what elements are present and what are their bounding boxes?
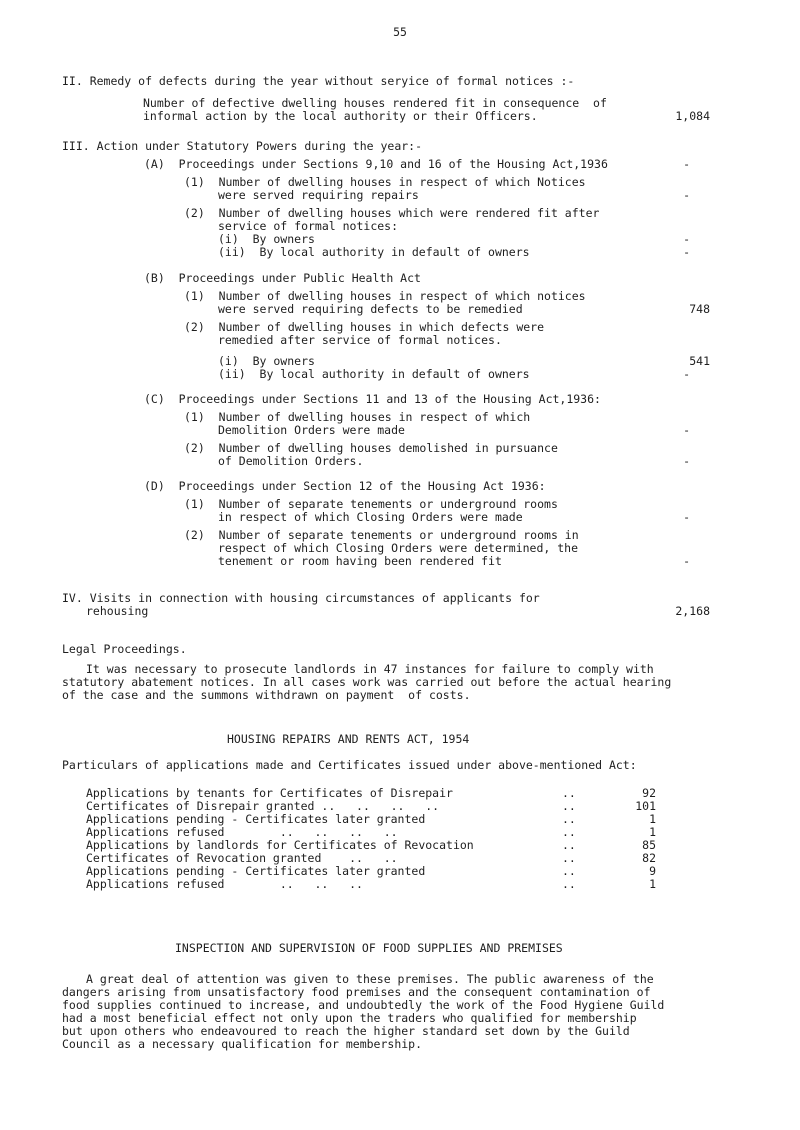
section-iii-b-item2-ii: (ii) By local authority in default of owners: [218, 367, 530, 381]
section-iii-c-item1-line2: Demolition Orders were made: [218, 423, 405, 437]
food-line: food supplies continued to increase, and undoubtedly the work of the Food Hygiene Guild: [62, 998, 665, 1012]
rents-row-leader: ..: [562, 877, 576, 891]
section-iii-d-item2-line1: (2) Number of separate tenements or underground rooms in: [184, 528, 579, 542]
rents-row-leader: ..: [562, 812, 576, 826]
rents-row-label: Applications pending - Certificates later granted: [86, 864, 426, 878]
rents-row-label: Certificates of Disrepair granted .. .. .. ..: [86, 799, 440, 813]
section-iii-a-heading: (A) Proceedings under Sections 9,10 and 16 of the Housing Act,1936: [144, 157, 608, 171]
rents-row-label: Certificates of Revocation granted .. ..: [86, 851, 398, 865]
section-iii-a-heading-value: -: [683, 157, 690, 171]
section-iii-a-item1-line1: (1) Number of dwelling houses in respect of which Notices: [184, 175, 586, 189]
rents-row-label: Applications by landlords for Certificates of Revocation: [86, 838, 474, 852]
section-iii-b-item2-i-value: 541: [689, 354, 710, 368]
section-iii-c-item1-value: -: [683, 423, 690, 437]
section-iii-c-item2-line2: of Demolition Orders.: [218, 454, 364, 468]
food-heading: INSPECTION AND SUPERVISION OF FOOD SUPPLIES AND PREMISES: [175, 941, 563, 955]
section-iii-d-item2-line3: tenement or room having been rendered fit: [218, 554, 502, 568]
section-iii-a-item2-i: (i) By owners: [218, 232, 315, 246]
rents-row-label: Applications pending - Certificates later granted: [86, 812, 426, 826]
legal-heading: Legal Proceedings.: [62, 642, 187, 656]
section-iv-line2: rehousing: [86, 604, 149, 618]
section-iii-c-heading: (C) Proceedings under Sections 11 and 13 of the Housing Act,1936:: [144, 392, 601, 406]
section-iii-b-item2-line1: (2) Number of dwelling houses in which defects were: [184, 320, 545, 334]
rents-row-value: 9: [649, 864, 656, 878]
rents-row-label: Applications refused .. .. ..: [86, 877, 363, 891]
food-line: but upon others who endeavoured to reach the higher standard set down by the Guild: [62, 1024, 630, 1038]
food-line: A great deal of attention was given to these premises. The public awareness of the: [86, 972, 654, 986]
section-iii-a-item2-ii: (ii) By local authority in default of owners: [218, 245, 530, 259]
rents-row-value: 82: [642, 851, 656, 865]
section-ii-value: 1,084: [675, 109, 710, 123]
section-iii-a-item1-line2: were served requiring repairs: [218, 188, 419, 202]
rents-row-leader: ..: [562, 786, 576, 800]
section-iii-b-heading: (B) Proceedings under Public Health Act: [144, 271, 421, 285]
section-iii-d-item2-value: -: [683, 554, 690, 568]
rents-row-leader: ..: [562, 851, 576, 865]
rents-row-value: 92: [642, 786, 656, 800]
section-iii-c-item2-value: -: [683, 454, 690, 468]
section-iii-b-item1-line1: (1) Number of dwelling houses in respect of which notices: [184, 289, 586, 303]
legal-para-line2: statutory abatement notices. In all cases work was carried out before the actual hearing: [62, 675, 672, 689]
section-iii-b-item1-value: 748: [689, 302, 710, 316]
section-iv-line1: IV. Visits in connection with housing circumstances of applicants for: [62, 591, 540, 605]
section-iii-b-item2-i: (i) By owners: [218, 354, 315, 368]
rents-row-leader: ..: [562, 838, 576, 852]
rents-row-leader: ..: [562, 864, 576, 878]
section-iii-a-item2-i-value: -: [683, 232, 690, 246]
food-line: dangers arising from unsatisfactory food premises and the consequent contamination of: [62, 985, 651, 999]
section-iii-d-item1-line1: (1) Number of separate tenements or underground rooms: [184, 497, 558, 511]
food-line: Council as a necessary qualification for membership.: [62, 1037, 423, 1051]
rents-row-value: 1: [649, 812, 656, 826]
section-iii-c-item1-line1: (1) Number of dwelling houses in respect of which: [184, 410, 531, 424]
rents-act-intro: Particulars of applications made and Certificates issued under above-mentioned Act:: [62, 758, 637, 772]
section-iii-b-item2-ii-value: -: [683, 367, 690, 381]
section-iii-b-item1-line2: were served requiring defects to be remedied: [218, 302, 523, 316]
rents-row-value: 1: [649, 877, 656, 891]
rents-row-value: 101: [635, 799, 656, 813]
section-iii-a-item2-ii-value: -: [683, 245, 690, 259]
section-iii-d-item1-line2: in respect of which Closing Orders were made: [218, 510, 523, 524]
food-line: had a most beneficial effect not only upon the traders who qualified for membership: [62, 1011, 637, 1025]
section-iii-d-item2-line2: respect of which Closing Orders were determined, the: [218, 541, 579, 555]
section-ii-line1: Number of defective dwelling houses rendered fit in consequence of: [143, 96, 607, 110]
section-ii-line2: informal action by the local authority or their Officers.: [143, 109, 538, 123]
section-iii-a-item2-line1: (2) Number of dwelling houses which were rendered fit after: [184, 206, 600, 220]
legal-para-line1: It was necessary to prosecute landlords in 47 instances for failure to comply with: [86, 662, 654, 676]
legal-para-line3: of the case and the summons withdrawn on payment of costs.: [62, 688, 471, 702]
section-iii-heading: III. Action under Statutory Powers during the year:-: [62, 139, 423, 153]
rents-row-label: Applications by tenants for Certificates of Disrepair: [86, 786, 453, 800]
section-iii-b-item2-line2: remedied after service of formal notices.: [218, 333, 502, 347]
section-iii-d-item1-value: -: [683, 510, 690, 524]
section-iii-a-item1-value: -: [683, 188, 690, 202]
rents-row-label: Applications refused .. .. .. ..: [86, 825, 398, 839]
section-iii-a-item2-line2: service of formal notices:: [218, 219, 399, 233]
page-number: 55: [393, 25, 407, 39]
rents-act-heading: HOUSING REPAIRS AND RENTS ACT, 1954: [227, 732, 470, 746]
rents-row-leader: ..: [562, 799, 576, 813]
section-iii-d-heading: (D) Proceedings under Section 12 of the Housing Act 1936:: [144, 479, 546, 493]
section-ii-heading: II. Remedy of defects during the year without seryice of formal notices :-: [62, 74, 575, 88]
rents-row-value: 1: [649, 825, 656, 839]
section-iii-c-item2-line1: (2) Number of dwelling houses demolished in pursuance: [184, 441, 558, 455]
rents-row-leader: ..: [562, 825, 576, 839]
section-iv-value: 2,168: [675, 604, 710, 618]
rents-row-value: 85: [642, 838, 656, 852]
